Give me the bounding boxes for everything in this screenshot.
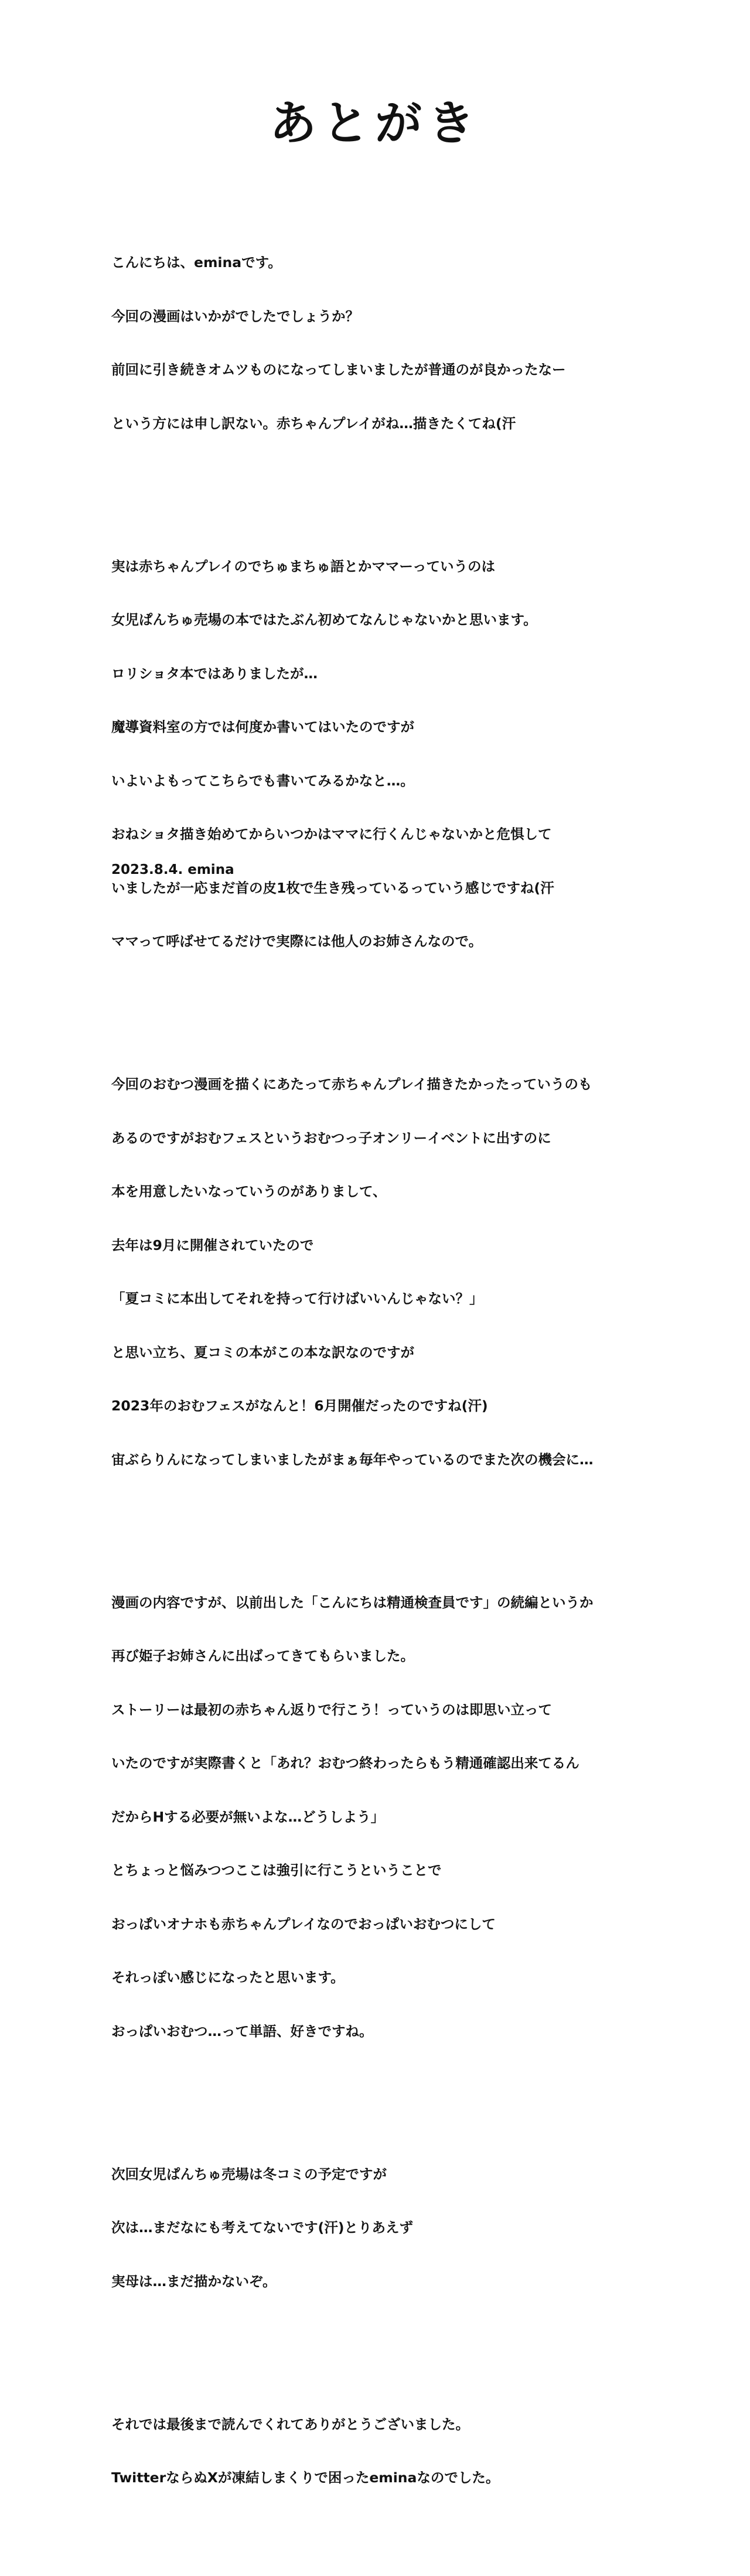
text-line: おねショタ描き始めてからいつかはママに行くんじゃないかと危惧して xyxy=(111,826,552,842)
text-line: いたのですが実際書くと「あれ？おむつ終わったらもう精通確認出来てるん xyxy=(111,1755,579,1771)
text-line: それでは最後まで読んでくれてありがとうございました。 xyxy=(111,2416,469,2432)
text-line: いよいよもってこちらでも書いてみるかなと…。 xyxy=(111,772,414,789)
page-title: あとがき xyxy=(270,95,480,151)
text-line: という方には申し訳ない。赤ちゃんプレイがね…描きたくてね(汗 xyxy=(111,415,516,432)
paragraph xyxy=(111,2380,697,2523)
text-line: 本を用意したいなっていうのがありまして、 xyxy=(111,1183,387,1200)
text-line: こんにちは、eminaです。 xyxy=(111,254,282,271)
text-line: あるのですがおむフェスというおむつっ子オンリーイベントに出すのに xyxy=(111,1129,551,1146)
text-line: おっぱいおむつ…って単語、好きですね。 xyxy=(111,2022,373,2039)
text-line: と思い立ち、夏コミの本がこの本な訳なのですが xyxy=(111,1344,414,1361)
text-line: ママって呼ばせてるだけで実際には他人のお姉さんなので。 xyxy=(111,933,483,949)
paragraph xyxy=(111,1558,697,2076)
text-line: 「夏コミに本出してそれを持って行けばいいんじゃない？」 xyxy=(111,1290,483,1307)
text-line: いましたが一応まだ首の皮1枚で生き残っているっていう感じですね(汗 xyxy=(111,879,554,896)
paragraph xyxy=(111,1040,697,1504)
text-line: おっぱいオナホも赤ちゃんプレイなのでおっぱいおむつにして xyxy=(111,1915,496,1932)
text-line: だからHする必要が無いよな…どうしよう」 xyxy=(111,1808,385,1825)
text-line: 前回に引き続きオムツものになってしまいましたが普通のが良かったなー xyxy=(111,361,566,378)
text-line: 漫画の内容ですが、以前出した「こんにちは精通検査員です」の続編というか xyxy=(111,1594,594,1611)
text-line: TwitterならぬXが凍結しまくりで困ったeminaなのでした。 xyxy=(111,2469,500,2486)
text-line: 実は赤ちゃんプレイのでちゅまちゅ語とかママーっていうのは xyxy=(111,558,495,575)
paragraph xyxy=(111,522,697,986)
paragraph xyxy=(111,2130,697,2326)
text-line: 再び姫子お姉さんに出ばってきてもらいました。 xyxy=(111,1648,414,1664)
signature-date: 2023.8.4. emina xyxy=(111,862,234,877)
text-line: ストーリーは最初の赤ちゃん返りで行こう！っていうのは即思い立って xyxy=(111,1701,552,1718)
text-line: 次は…まだなにも考えてないです(汗)とりあえず xyxy=(111,2219,413,2236)
text-line: 今回の漫画はいかがでしたでしょうか？ xyxy=(111,308,359,324)
text-line: 女児ぱんちゅ売場の本ではたぶん初めてなんじゃないかと思います。 xyxy=(111,611,537,628)
text-line: ロリショタ本ではありましたが… xyxy=(111,665,318,682)
text-line: 2023年のおむフェスがなんと！6月開催だったのですね(汗) xyxy=(111,1398,488,1414)
text-line: それっぽい感じになったと思います。 xyxy=(111,1969,345,1986)
text-line: 今回のおむつ漫画を描くにあたって赤ちゃんプレイ描きたかったっていうのも xyxy=(111,1076,592,1092)
text-line: 宙ぶらりんになってしまいましたがまぁ毎年やっているのでまた次の機会に… xyxy=(111,1451,594,1468)
text-line: 去年は9月に開催されていたので xyxy=(111,1236,314,1253)
text-line: 次回女児ぱんちゅ売場は冬コミの予定ですが xyxy=(111,2165,387,2182)
afterword-body xyxy=(111,182,697,2576)
text-line: とちょっと悩みつつここは強引に行こうということで xyxy=(111,1862,442,1878)
text-line: 実母は…まだ描かないぞ。 xyxy=(111,2273,277,2290)
paragraph xyxy=(111,218,697,468)
text-line: 魔導資料室の方では何度か書いてはいたのですが xyxy=(111,719,414,735)
